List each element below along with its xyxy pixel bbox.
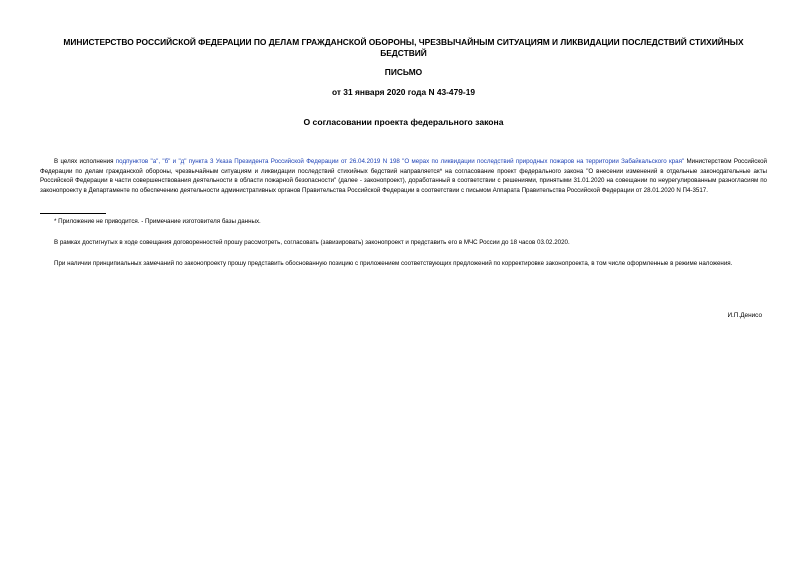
ministry-heading: МИНИСТЕРСТВО РОССИЙСКОЙ ФЕДЕРАЦИИ ПО ДЕЛАМ ГРАЖДАНСКОЙ ОБОРОНЫ, ЧРЕЗВЫЧАЙНЫМ СИТУАЦИЯМ И ЛИКВИДАЦИИ ПОСЛЕДСТВИЙ СТИХИЙНЫХ БЕДСТВИЙ xyxy=(63,37,744,58)
body-paragraph-3: При наличии принципиальных замечаний по законопроекту прошу представить обоснованную позицию с приложением соответствующих предложений по корректировке законопроекта, в том числе оформленные в режиме наложения. xyxy=(54,260,733,267)
document-type-heading: ПИСЬМО xyxy=(384,67,423,77)
footnote-text: * Приложение не приводится. - Примечание изготовителя базы данных. xyxy=(54,218,261,225)
paragraph-1-text: Министерством Российской Федерации по делам гражданской обороны, чрезвычайным ситуациям и ликвидации последствий стихийных бедствий направляется* на согласование проект федерального закона "О внесении изменений в отдельные законодательные акты Российской Федерации в части совершенствования деятельности в области пожарной безопасности" (далее - законопроект), доработанный в соответствии с решениями, принятыми 31.01.2020 на совещании по неурегулированным разногласиям по законопроекту в Департаменте по обеспечению деятельности административных органов Правительства Российской Федерации в соответствии с письмом Аппарата Правительства Российской Федерации от 28.01.2020 N П4-3517. xyxy=(40,158,768,194)
decree-reference-link[interactable]: подпунктов "а", "б" и "д" пункта 3 Указа Президента Российской Федерации от 26.04.2019 N 198 "О мерах по ликвидации последствий природных пожаров на территории Забайкальского края" xyxy=(115,158,685,165)
signature-name: И.П.Денисо xyxy=(727,312,762,319)
document-date-number: от 31 января 2020 года N 43-479-19 xyxy=(331,87,476,97)
footnote-divider xyxy=(40,213,106,214)
document-subject-title: О согласовании проекта федерального закона xyxy=(303,117,504,127)
paragraph-1-intro: В целях исполнения xyxy=(54,158,116,165)
body-paragraph-2: В рамках достигнутых в ходе совещания договоренностей прошу рассмотреть, согласовать (завизировать) законопроект и представить его в МЧС России до 18 часов 03.02.2020. xyxy=(54,239,570,246)
body-paragraph-1 xyxy=(40,157,767,195)
